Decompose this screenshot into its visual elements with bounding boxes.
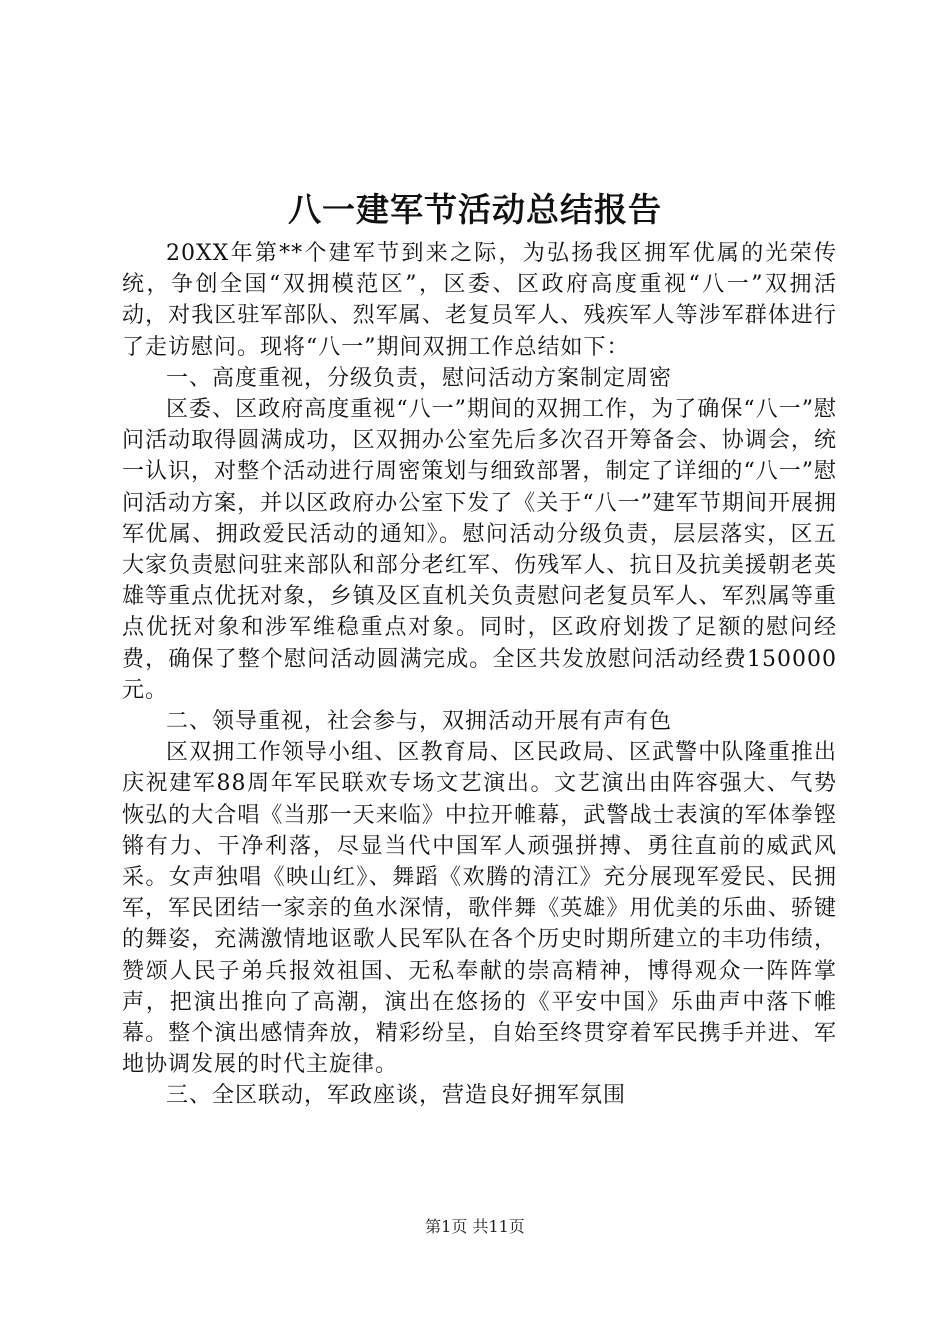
section-heading-2: 二、领导重视，社会参与，双拥活动开展有声有色 [166, 709, 673, 735]
section-heading-1: 一、高度重视，分级负责，慰问活动方案制定周密 [166, 365, 673, 391]
section-body-1: 区委、区政府高度重视“八一”期间的双拥工作，为了确保“八一”慰问活动取得圆满成功，区双拥办公室先后多次召开筹备会、协调会，统一认识，对整个活动进行周密策划与细致部署，制定了详细的“八一”慰问活动方案，并以区政府办公室下发了《关于“八一”建军节期间开展拥军优属、拥政爱民活动的通知》。慰问活动分级负责，层层落实，区五大家负责慰问驻来部队和部分老红军、伤残军人、抗日及抗美援朝老英雄等重点优抚对象，乡镇及区直机关负责慰问老复员军人、军烈属等重点优抚对象和涉军维稳重点对象。同时，区政府划拨了足额的慰问经费，确保了整个慰问活动圆满完成。全区共发放慰问活动经费150000元。 [122, 397, 837, 703]
intro-paragraph: 20XX年第**个建军节到来之际，为弘扬我区拥军优属的光荣传统，争创全国“双拥模范区”，区委、区政府高度重视“八一”双拥活动，对我区驻军部队、烈军属、老复员军人、残疾军人等涉军群体进行了走访慰问。现将“八一”期间双拥工作总结如下： [122, 241, 837, 360]
document-body [122, 238, 837, 1112]
page-footer: 第1页 共11页 [425, 1217, 525, 1236]
section-heading-3: 三、全区联动，军政座谈，营造良好拥军氛围 [166, 1083, 627, 1109]
section-body-2: 区双拥工作领导小组、区教育局、区民政局、区武警中队隆重推出庆祝建军88周年军民联欢专场文艺演出。文艺演出由阵容强大、气势恢弘的大合唱《当那一天来临》中拉开帷幕，武警战士表演的军体拳铿锵有力、干净利落，尽显当代中国军人顽强拼搏、勇往直前的威武风采。女声独唱《映山红》、舞蹈《欢腾的清江》充分展现军爱民、民拥军，军民团结一家亲的鱼水深情，歌伴舞《英雄》用优美的乐曲、骄键的舞姿，充满激情地讴歌人民军队在各个历史时期所建立的丰功伟绩，赞颂人民子弟兵报效祖国、无私奉献的崇高精神，博得观众一阵阵掌声，把演出推向了高潮，演出在悠扬的《平安中国》乐曲声中落下帷幕。整个演出感情奔放，精彩纷呈，自始至终贯穿着军民携手并进、军地协调发展的时代主旋律。 [122, 740, 837, 1078]
page-title: 八一建军节活动总结报告 [288, 190, 662, 229]
